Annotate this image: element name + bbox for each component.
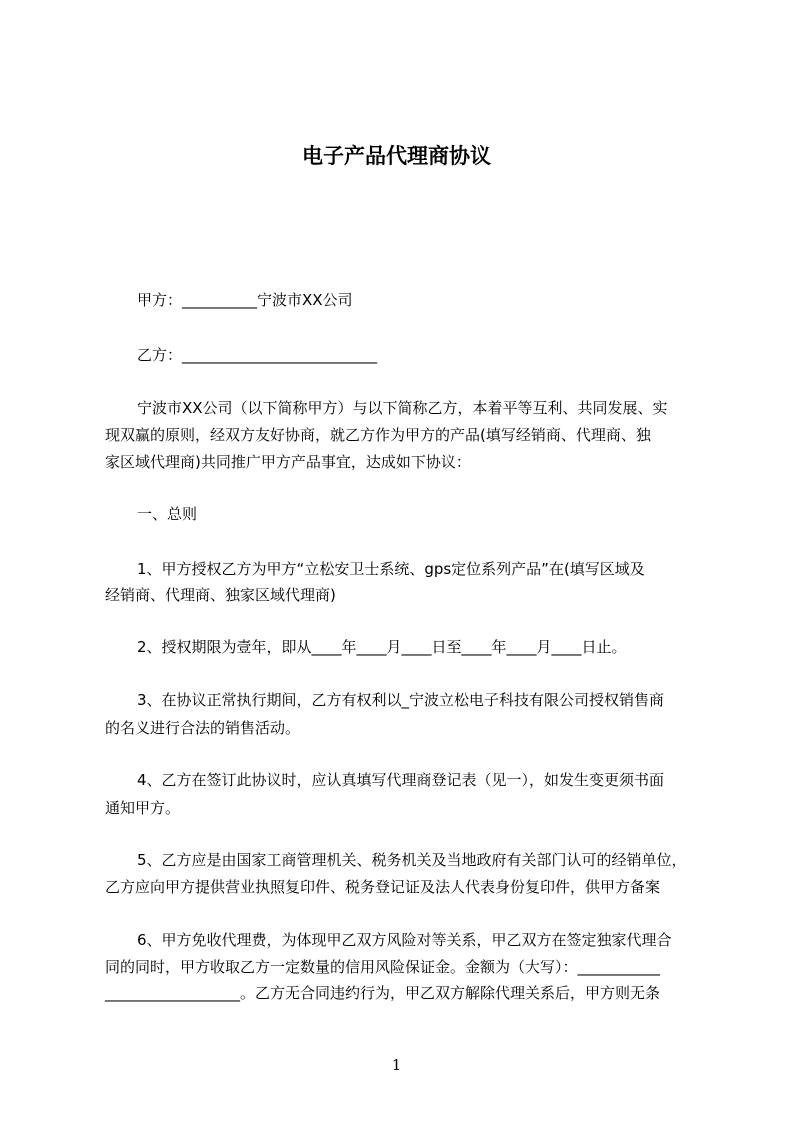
page-number: 1 (391, 1056, 402, 1074)
party-a-line: 甲方：__________宁波市XX公司 (137, 291, 353, 309)
clause-1-line: 1、甲方授权乙方为甲方“立松安卫士系统、gps定位系列产品”在(填写区域及 (137, 560, 645, 578)
intro-line: 现双赢的原则，经双方友好协商，就乙方作为甲方的产品(填写经销商、代理商、独 (105, 426, 651, 444)
clause-3-line: 的名义进行合法的销售活动。 (105, 719, 301, 737)
clause-2-line: 2、授权期限为壹年，即从____年____月____日至____年____月____日止。 (137, 638, 627, 656)
clause-4-line: 4、乙方在签订此协议时，应认真填写代理商登记表（见一），如发生变更须书面 (137, 771, 665, 789)
party-b-line: 乙方：__________________________ (137, 346, 378, 364)
clause-5-line: 5、乙方应是由国家工商管理机关、税务机关及当地政府有关部门认可的经销单位， (137, 851, 687, 869)
clause-6-line: 同的同时，甲方收取乙方一定数量的信用风险保证金。金额为（大写）：___________ (105, 958, 661, 976)
intro-line: 宁波市XX公司（以下简称甲方）与以下简称乙方，本着平等互利、共同发展、实 (137, 399, 668, 417)
clause-5-line: 乙方应向甲方提供营业执照复印件、税务登记证及法人代表身份复印件，供甲方备案 (105, 878, 661, 896)
clause-6-line: __________________。乙方无合同违约行为，甲乙双方解除代理关系后，甲方则无条 (105, 984, 661, 1002)
clause-4-line: 通知甲方。 (105, 799, 181, 817)
document-title: 电子产品代理商协议 (302, 144, 491, 168)
clause-6-line: 6、甲方免收代理费，为体现甲乙双方风险对等关系，甲乙双方在签定独家代理合 (137, 931, 672, 949)
intro-line: 家区域代理商)共同推广甲方产品事宜，达成如下协议： (105, 453, 471, 471)
section-heading: 一、总则 (137, 505, 198, 523)
clause-3-line: 3、在协议正常执行期间，乙方有权利以_宁波立松电子科技有限公司授权销售商 (137, 691, 665, 709)
clause-1-line: 经销商、代理商、独家区域代理商) (105, 586, 336, 604)
